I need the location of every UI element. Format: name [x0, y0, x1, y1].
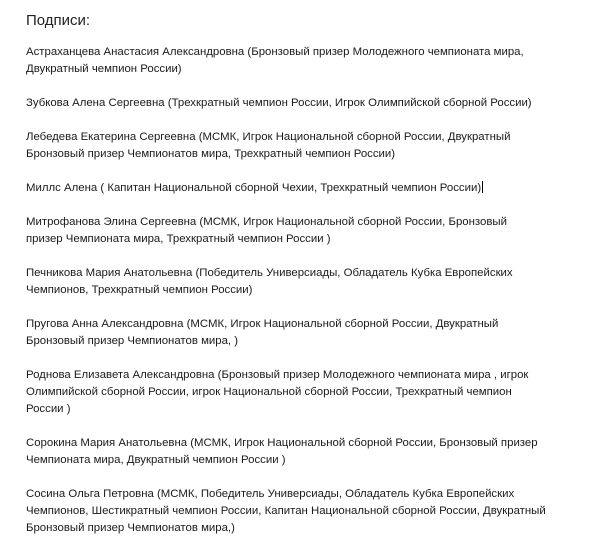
signature-entry-10: Сосина Ольга Петровна (МСМК, Победитель Универсиады, Обладатель Кубка Европейских Чемпионов, Шестикратный чемпион России, Капитан Национальной сборной России, Двукратный Бронзовый призер Чемпионатов мира,) — [26, 488, 546, 534]
signature-entry-2: Зубкова Алена Сергеевна (Трехкратный чемпион России, Игрок Олимпийской сборной России) — [26, 97, 532, 109]
signatures-list — [26, 44, 600, 537]
signature-entry-4[interactable] — [26, 180, 546, 197]
text-cursor — [482, 181, 483, 193]
signature-entry-4-text: Миллс Алена ( Капитан Национальной сборной Чехии, Трехкратный чемпион России) — [26, 182, 482, 194]
signature-entry-8: Роднова Елизавета Александровна (Бронзовый призер Молодежного чемпионата мира , игрок Олимпийской сборной России, игрок Национальной сборной России, Трехкратный чемпион России ) — [26, 369, 529, 415]
document-heading: Подписи: — [26, 12, 91, 29]
signature-entry-5: Митрофанова Элина Сергеевна (МСМК, Игрок Национальной сборной России, Бронзовый призер Чемпионата мира, Трехкратный чемпион России ) — [26, 216, 507, 245]
signature-entry-1: Астраханцева Анастасия Александровна (Бронзовый призер Молодежного чемпионата мира, Двукратный чемпион России) — [26, 46, 524, 75]
signature-entry-6: Печникова Мария Анатольевна (Победитель Универсиады, Обладатель Кубка Европейских Чемпионов, Трехкратный чемпион России) — [26, 267, 513, 296]
signature-entry-3: Лебедева Екатерина Сергеевна (МСМК, Игрок Национальной сборной России, Двукратный Бронзовый призер Чемпионатов мира, Трехкратный чемпион России) — [26, 131, 511, 160]
signature-entry-7: Пругова Анна Александровна (МСМК, Игрок Национальной сборной России, Двукратный Бронзовый призер Чемпионатов мира, ) — [26, 318, 499, 347]
signature-entry-9: Сорокина Мария Анатольевна (МСМК, Игрок Национальной сборной России, Бронзовый призер Чемпионата мира, Двукратный чемпион России ) — [26, 437, 538, 466]
